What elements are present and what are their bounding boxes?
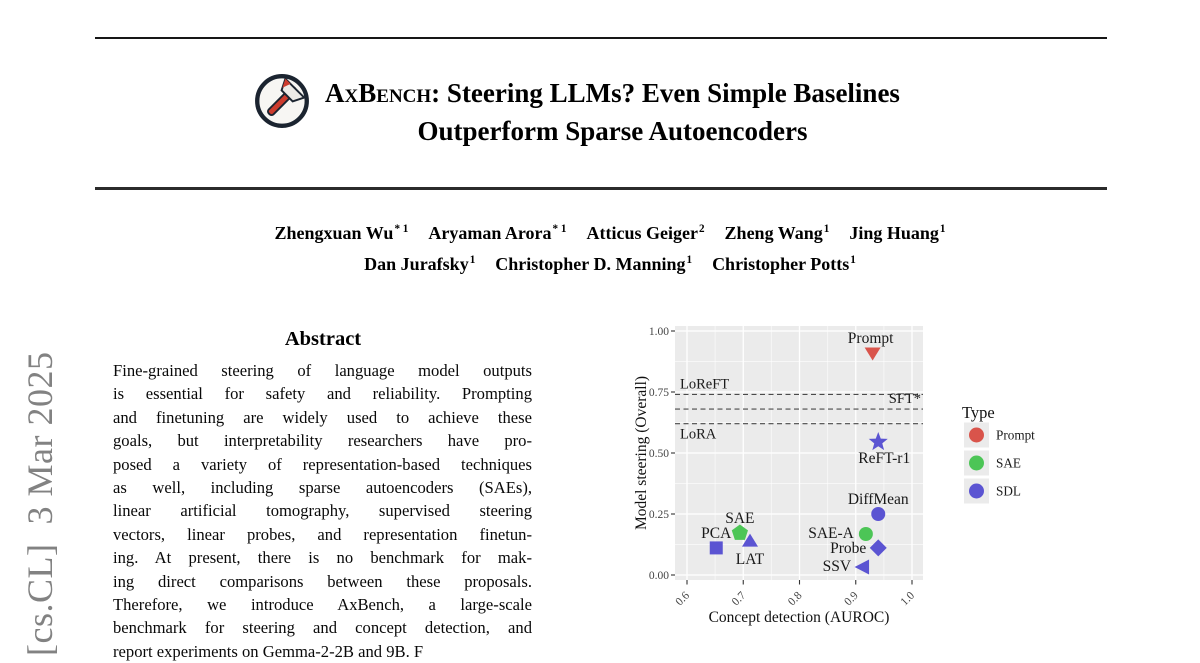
svg-text:Prompt: Prompt bbox=[996, 427, 1035, 443]
abstract-line: ing direct comparisons between these proposals. bbox=[113, 571, 532, 591]
point-label: PCA bbox=[701, 524, 732, 542]
svg-text:0.25: 0.25 bbox=[648, 509, 669, 521]
figure-scatter-chart bbox=[630, 312, 1200, 648]
abstract-line: and finetuning are widely used to achieve these bbox=[113, 407, 532, 427]
authors-line-2 bbox=[100, 247, 1120, 278]
abstract-line: goals, but interpretability researchers have pro- bbox=[113, 431, 532, 451]
authors-line-1 bbox=[100, 216, 1120, 247]
point-label: SAE bbox=[725, 510, 755, 528]
svg-text:0.00: 0.00 bbox=[648, 570, 669, 582]
point-label: LAT bbox=[735, 551, 765, 569]
abstract-line: is essential for safety and reliability. Prompting bbox=[113, 384, 532, 404]
title-line-2: Outperform Sparse Autoencoders bbox=[417, 116, 808, 146]
paper-title bbox=[110, 74, 1115, 150]
abstract-text bbox=[113, 359, 532, 663]
x-axis-title: Concept detection (AUROC) bbox=[708, 609, 890, 626]
authors-block bbox=[100, 216, 1120, 278]
top-rule bbox=[95, 37, 1107, 39]
mid-rule bbox=[95, 187, 1107, 190]
legend-entry-SDL bbox=[964, 479, 1021, 504]
abstract-heading: Abstract bbox=[284, 328, 362, 350]
baseline-label: LoReFT bbox=[680, 376, 730, 393]
svg-text:SAE: SAE bbox=[996, 455, 1021, 471]
legend-entry-Prompt bbox=[964, 423, 1035, 448]
title-axbench: AxBench: bbox=[325, 78, 441, 108]
abstract-line: Therefore, we introduce AxBench, a large-scale bbox=[113, 595, 532, 615]
svg-text:0.7: 0.7 bbox=[729, 589, 749, 609]
abstract-line: Fine-grained steering of language model outputs bbox=[113, 361, 532, 380]
author: Christopher D. Manning$^1$ bbox=[495, 254, 693, 274]
author: Christopher Potts$^1$ bbox=[712, 254, 856, 274]
abstract-line: report experiments on Gemma-2-2B and 9B. F bbox=[113, 641, 424, 661]
title-line-1: AxBench: Steering LLMs? Even Simple Baselines bbox=[325, 78, 900, 108]
svg-text:SDL: SDL bbox=[996, 483, 1021, 499]
author: Aryaman Arora$^{* 1}$ bbox=[428, 223, 567, 243]
point-label: SAE-A bbox=[808, 525, 854, 543]
abstract-line: as well, including sparse autoencoders (SAEs), bbox=[113, 478, 532, 498]
baseline-label: LoRA bbox=[680, 426, 717, 443]
svg-text:0.75: 0.75 bbox=[648, 387, 669, 399]
abstract-line: posed a variety of representation-based techniques bbox=[113, 454, 532, 474]
svg-text:0.6: 0.6 bbox=[673, 589, 693, 609]
legend-title: Type bbox=[962, 403, 995, 422]
data-point-Probe bbox=[830, 539, 887, 557]
author: Atticus Geiger$^2$ bbox=[586, 223, 705, 243]
y-axis bbox=[633, 326, 675, 582]
arxiv-sidebar-text: [cs.CL] 3 Mar 2025 bbox=[20, 351, 60, 656]
svg-text:1.0: 1.0 bbox=[898, 589, 918, 609]
author: Jing Huang$^1$ bbox=[849, 223, 946, 243]
svg-text:1.00: 1.00 bbox=[648, 326, 669, 338]
point-label: Probe bbox=[830, 539, 867, 557]
abstract-line: linear artificial tomography, supervised steering bbox=[113, 501, 532, 521]
author: Zheng Wang$^1$ bbox=[724, 223, 830, 243]
abstract-line: vectors, linear probes, and representation finetun- bbox=[113, 524, 532, 544]
point-label: SSV bbox=[822, 557, 852, 575]
chart-legend bbox=[962, 403, 1035, 504]
baseline-label: SFT* bbox=[888, 391, 921, 408]
author: Dan Jurafsky$^1$ bbox=[364, 254, 476, 274]
abstract-line: ing. At present, there is no benchmark for mak- bbox=[113, 548, 532, 568]
svg-text:0.9: 0.9 bbox=[842, 589, 861, 609]
x-axis bbox=[673, 580, 917, 626]
author: Zhengxuan Wu$^{* 1}$ bbox=[274, 223, 409, 243]
y-axis-title: Model steering (Overall) bbox=[633, 375, 650, 531]
legend-entry-SAE bbox=[964, 451, 1021, 476]
scatter-plot bbox=[630, 312, 1200, 648]
point-label: Prompt bbox=[847, 329, 894, 347]
svg-text:0.8: 0.8 bbox=[785, 589, 805, 609]
svg-text:0.50: 0.50 bbox=[648, 448, 669, 460]
point-label: DiffMean bbox=[847, 491, 909, 508]
abstract-line: benchmark for steering and concept detection, and bbox=[113, 618, 532, 638]
point-label: ReFT-r1 bbox=[858, 450, 911, 468]
